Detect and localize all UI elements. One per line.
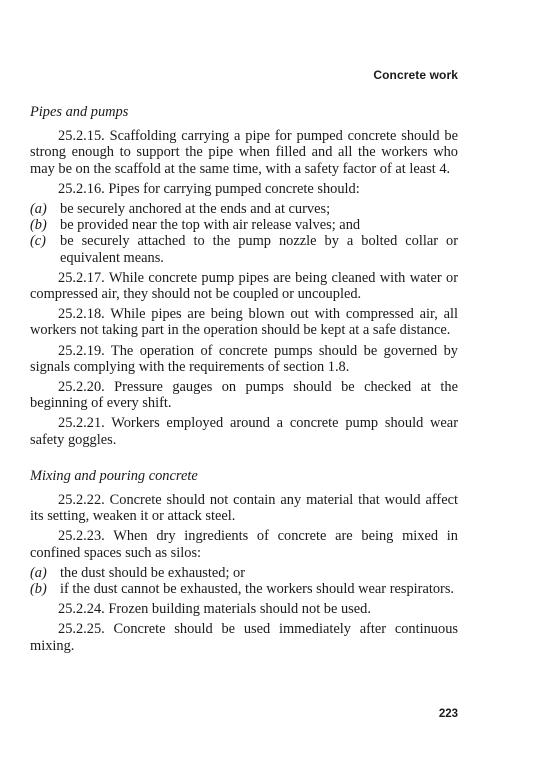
section-heading: Pipes and pumps bbox=[30, 104, 129, 120]
list-item-text: be provided near the top with air release valves; and bbox=[60, 217, 361, 234]
paragraph-25-2-16: 25.2.16. Pipes for carrying pumped concrete should: bbox=[58, 180, 360, 197]
list-25-2-23 bbox=[30, 565, 458, 597]
paragraph-25-2-24: 25.2.24. Frozen building materials should not be used. bbox=[58, 601, 371, 618]
list-item-text: be securely anchored at the ends and at curves; bbox=[60, 201, 331, 218]
paragraph-25-2-15: 25.2.15. Scaffolding carrying a pipe for pumped concrete should be strong enough to support the pipe when filled and all the workers who may be on the scaffold at the same time, with a safety factor of at least 4. bbox=[30, 128, 458, 177]
list-item-letter: (a) bbox=[30, 201, 47, 218]
list-item bbox=[30, 581, 458, 597]
list-item-text: the dust should be exhausted; or bbox=[60, 564, 246, 581]
list-item bbox=[30, 233, 458, 265]
paragraph-25-2-23: 25.2.23. When dry ingredients of concrete are being mixed in confined spaces such as silos: bbox=[30, 528, 458, 561]
paragraph-25-2-18: 25.2.18. While pipes are being blown out with compressed air, all workers not taking part in the operation should be kept at a safe distance. bbox=[30, 306, 458, 339]
paragraph-25-2-21: 25.2.21. Workers employed around a concrete pump should wear safety goggles. bbox=[30, 415, 458, 448]
list-item bbox=[30, 217, 458, 233]
list-item-letter: (c) bbox=[30, 233, 46, 250]
list-item bbox=[30, 201, 458, 217]
paragraph-25-2-17: 25.2.17. While concrete pump pipes are being cleaned with water or compressed air, they should not be coupled or uncoupled. bbox=[30, 269, 458, 303]
section-heading: Mixing and pouring concrete bbox=[30, 467, 198, 484]
list-25-2-16 bbox=[30, 201, 458, 266]
list-item-letter: (a) bbox=[30, 564, 47, 581]
paragraph-25-2-19: 25.2.19. The operation of concrete pumps should be governed by signals complying with the requirements of section 1.8. bbox=[30, 342, 458, 375]
list-item-text: if the dust cannot be exhausted, the workers should wear respirators. bbox=[60, 581, 455, 598]
page-body bbox=[30, 104, 458, 658]
list-item bbox=[30, 565, 458, 581]
page-number: 223 bbox=[438, 708, 458, 720]
list-item-letter: (b) bbox=[30, 217, 47, 234]
paragraph-25-2-22: 25.2.22. Concrete should not contain any material that would affect its setting, weaken it or attack steel. bbox=[30, 492, 458, 525]
running-head: Concrete work bbox=[373, 68, 458, 82]
paragraph-25-2-20: 25.2.20. Pressure gauges on pumps should be checked at the beginning of every shift. bbox=[30, 379, 458, 412]
list-item-text: be securely attached to the pump nozzle by a bolted collar or equivalent means. bbox=[60, 233, 458, 266]
list-item-letter: (b) bbox=[30, 581, 47, 598]
paragraph-25-2-25: 25.2.25. Concrete should be used immediately after continuous mixing. bbox=[30, 621, 458, 654]
